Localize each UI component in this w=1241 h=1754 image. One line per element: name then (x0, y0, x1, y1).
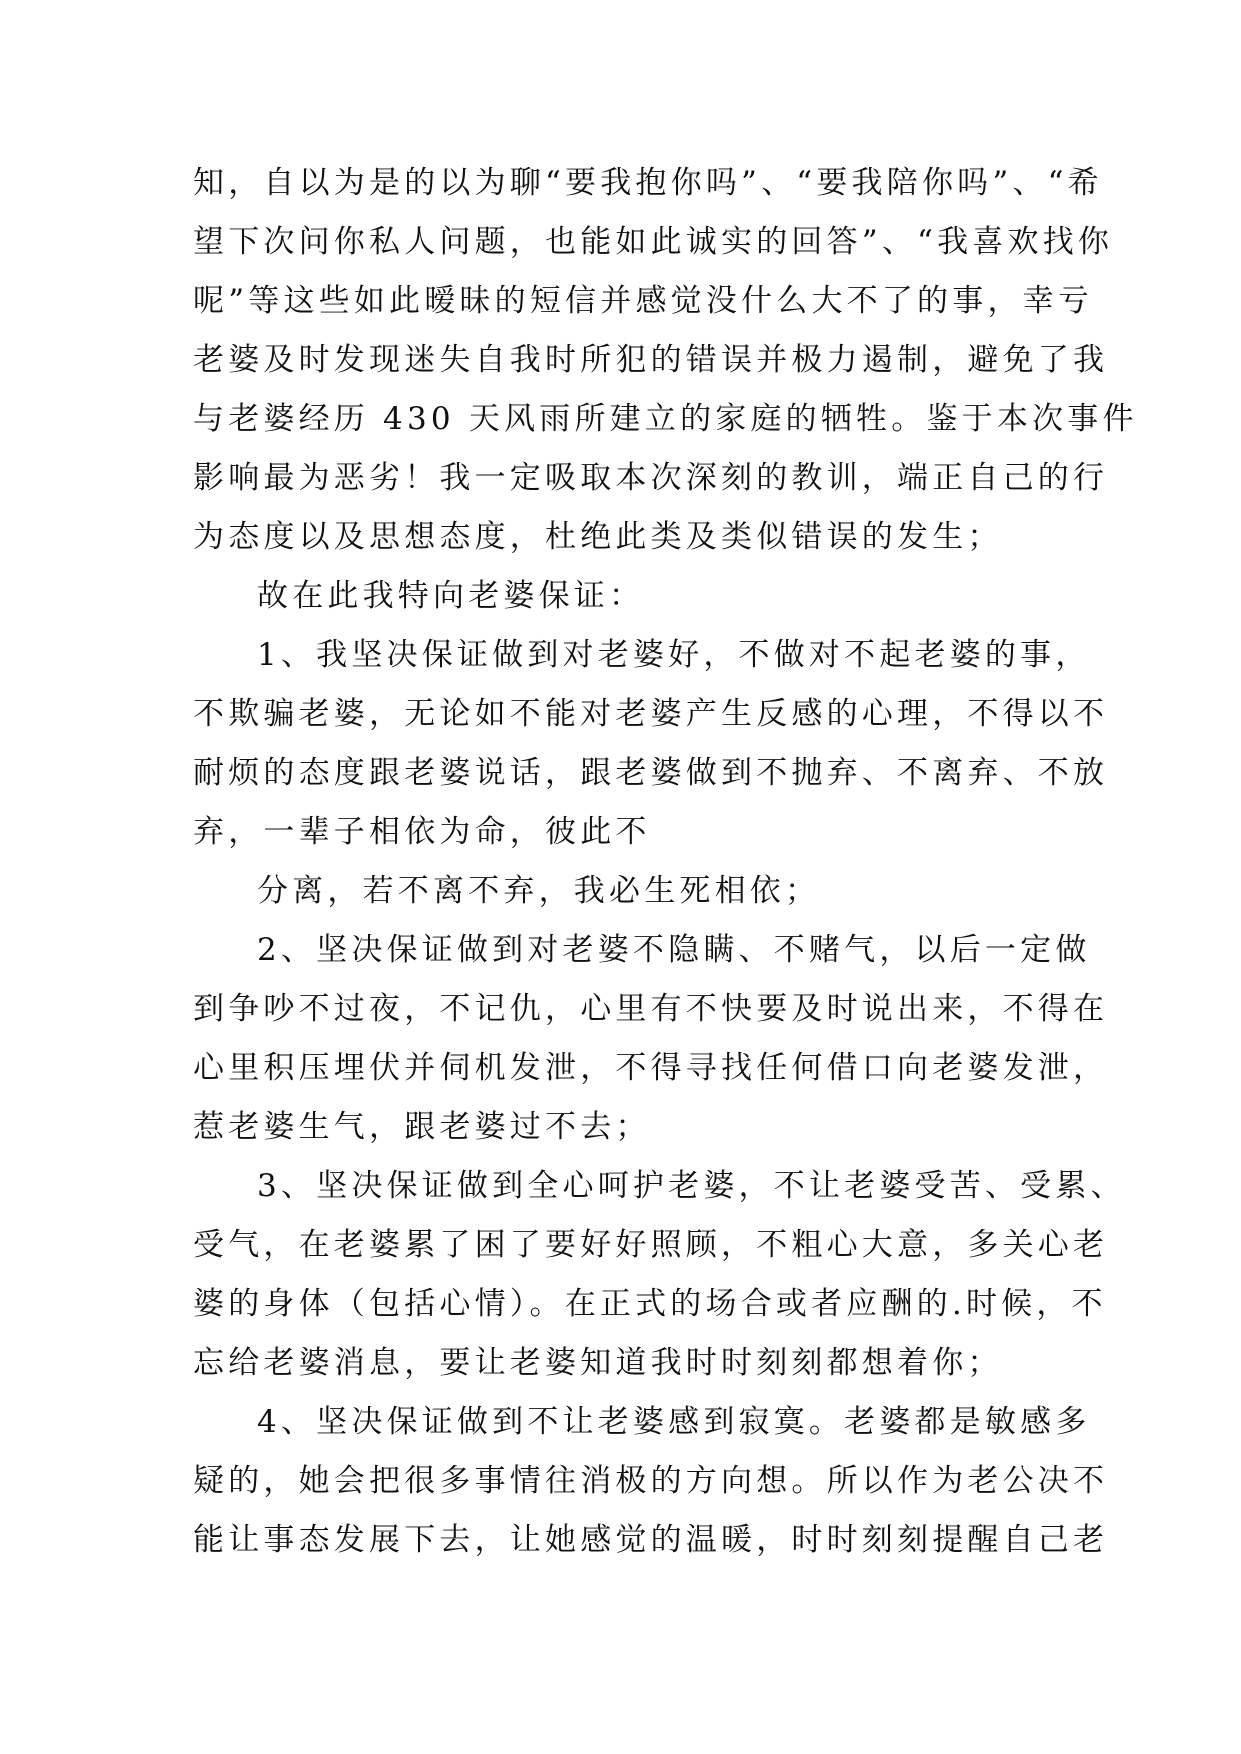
text-line: 到争吵不过夜，不记仇，心里有不快要及时说出来，不得在 (193, 991, 1109, 1027)
text-line: 2、坚决保证做到对老婆不隐瞒、不赌气，以后一定做 (257, 932, 1091, 968)
text-line: 忘给老婆消息，要让老婆知道我时时刻刻都想着你； (193, 1345, 1003, 1381)
text-line: 惹老婆生气，跟老婆过不去； (193, 1109, 651, 1145)
text-line: 望下次问你私人问题，也能如此诚实的回答”、“我喜欢找你 (193, 224, 1114, 260)
text-line: 疑的，她会把很多事情往消极的方向想。所以作为老公决不 (193, 1463, 1109, 1499)
text-line: 呢”等这些如此暧昧的短信并感觉没什么大不了的事，幸亏 (193, 283, 1094, 319)
text-line: 与老婆经历 430 天风雨所建立的家庭的牺牲。鉴于本次事件 (193, 401, 1138, 437)
text-line: 老婆及时发现迷失自我时所犯的错误并极力遏制，避免了我 (193, 342, 1109, 378)
text-line: 3、坚决保证做到全心呵护老婆，不让老婆受苦、受累、 (257, 1168, 1126, 1204)
text-line: 弃，一辈子相依为命，彼此不 (193, 814, 651, 850)
document-body (193, 154, 1138, 1570)
text-line: 耐烦的态度跟老婆说话，跟老婆做到不抛弃、不离弃、不放 (193, 755, 1109, 791)
text-line: 受气，在老婆累了困了要好好照顾，不粗心大意，多关心老 (193, 1227, 1109, 1263)
text-line: 4、坚决保证做到不让老婆感到寂寞。老婆都是敏感多 (257, 1404, 1091, 1440)
text-line: 婆的身体（包括心情）。在正式的场合或者应酬的.时候，不 (193, 1286, 1107, 1322)
text-line: 不欺骗老婆，无论如不能对老婆产生反感的心理，不得以不 (193, 696, 1109, 732)
text-line: 故在此我特向老婆保证： (257, 578, 645, 614)
text-line: 知，自以为是的以为聊“要我抱你吗”、“要我陪你吗”、“希 (193, 165, 1103, 201)
text-line: 为态度以及思想态度，杜绝此类及类似错误的发生； (193, 519, 1003, 555)
text-line: 1、我坚决保证做到对老婆好，不做对不起老婆的事， (257, 637, 1091, 673)
text-line: 能让事态发展下去，让她感觉的温暖，时时刻刻提醒自己老 (193, 1522, 1109, 1558)
text-line: 分离，若不离不弃，我必生死相依； (257, 873, 821, 909)
text-line: 影响最为恶劣！我一定吸取本次深刻的教训，端正自己的行 (193, 460, 1109, 496)
text-line: 心里积压埋伏并伺机发泄，不得寻找任何借口向老婆发泄， (193, 1050, 1109, 1086)
